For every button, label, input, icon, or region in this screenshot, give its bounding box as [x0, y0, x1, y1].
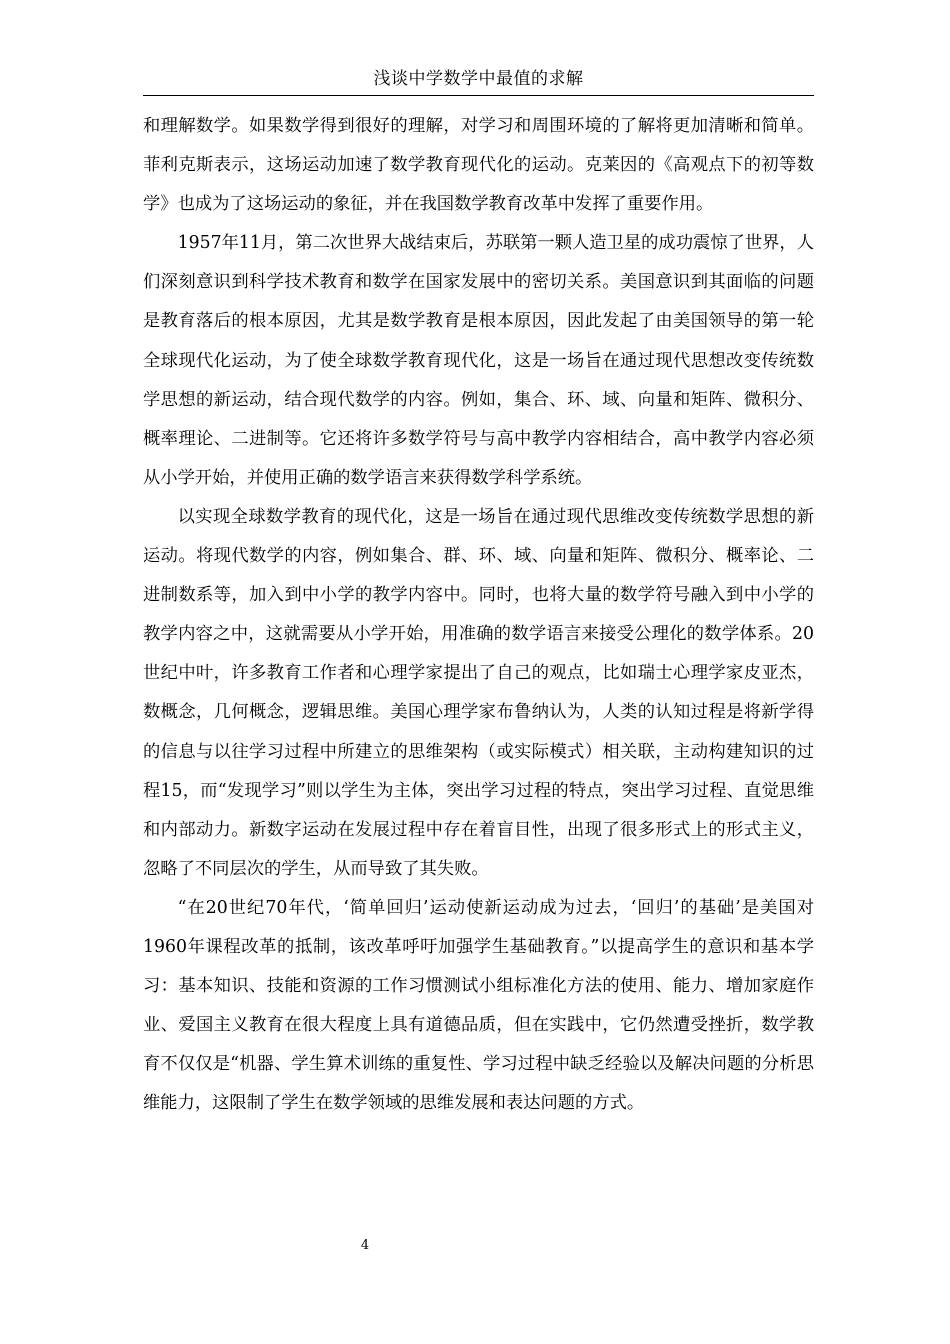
paragraph: “在20世纪70年代，‘简单回归’运动使新运动成为过去，‘回归’的基础’是美国对1960年课程改革的抵制，该改革呼吁加强学生基础教育。”以提高学生的意识和基本学习：基本知识、技能和资源的工作习惯测试小组标准化方法的使用、能力、增加家庭作业、爱国主义教育在很大程度上具有道德品质，但在实践中，它仍然遭受挫折，数学教育不仅仅是“机器、学生算术训练的重复性、学习过程中缺乏经验以及解决问题的分析思维能力，这限制了学生在数学领域的思维发展和表达问题的方式。	[143, 897, 814, 1114]
paragraph-continued: 和理解数学。如果数学得到很好的理解，对学习和周围环境的了解将更加清晰和简单。菲利克斯表示，这场运动加速了数学教育现代化的运动。克莱因的《高观点下的初等数学》也成为了这场运动的象征，并在我国数学教育改革中发挥了重要作用。	[143, 116, 814, 215]
paragraph: 以实现全球数学教育的现代化，这是一场旨在通过现代思维改变传统数学思想的新运动。将现代数学的内容，例如集合、群、环、域、向量和矩阵、微积分、概率论、二进制数系等，加入到中小学的教学内容中。同时，也将大量的数学符号融入到中小学的教学内容之中，这就需要从小学开始，用准确的数学语言来接受公理化的数学体系。20世纪中叶，许多教育工作者和心理学家提出了自己的观点，比如瑞士心理学家皮亚杰，数概念，几何概念，逻辑思维。美国心理学家布鲁纳认为，人类的认知过程是将新学得的信息与以往学习过程中所建立的思维架构（或实际模式）相关联，主动构建知识的过程15，而“发现学习”则以学生为主体，突出学习过程的特点，突出学习过程、直觉思维和内部动力。新数字运动在发展过程中存在着盲目性，出现了很多形式上的形式主义，忽略了不同层次的学生，从而导致了其失败。	[143, 506, 814, 879]
body-text	[143, 107, 814, 1123]
paragraph: 1957年11月，第二次世界大战结束后，苏联第一颗人造卫星的成功震惊了世界，人们深刻意识到科学技术教育和数学在国家发展中的密切关系。美国意识到其面临的问题是教育落后的根本原因，尤其是数学教育是根本原因，因此发起了由美国领导的第一轮全球现代化运动，为了使全球数学教育现代化，这是一场旨在通过现代思想改变传统数学思想的新运动，结合现代数学的内容。例如，集合、环、域、向量和矩阵、微积分、概率理论、二进制等。它还将许多数学符号与高中教学内容相结合，高中教学内容必须从小学开始，并使用正确的数学语言来获得数学科学系统。	[143, 233, 814, 488]
page-number: 4	[360, 1238, 370, 1253]
header-divider	[143, 95, 814, 96]
running-header-title: 浅谈中学数学中最值的求解	[373, 69, 584, 89]
